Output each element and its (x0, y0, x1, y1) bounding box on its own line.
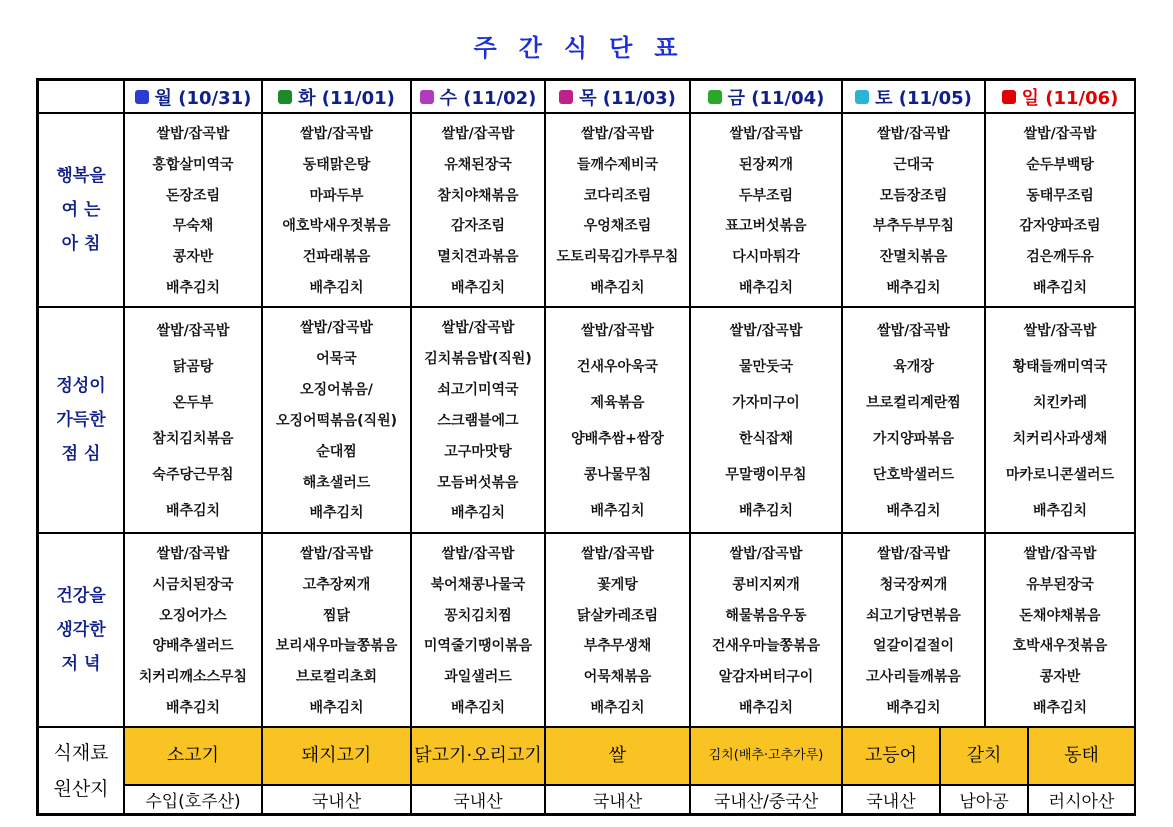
menu-item: 쌀밥/잡곡밥 (877, 323, 950, 339)
menu-item: 해물볶음우동 (725, 607, 807, 624)
menu-item: 보리새우마늘쫑볶음 (275, 638, 398, 655)
menu-item: 쌀밥/잡곡밥 (729, 126, 803, 143)
menu-item: 쌀밥/잡곡밥 (441, 320, 515, 337)
menu-item: 쌀밥/잡곡밥 (1023, 546, 1097, 563)
day-label: 토 (11/05) (875, 87, 972, 109)
menu-cell (411, 113, 545, 307)
menu-item: 알감자버터구이 (718, 668, 814, 685)
menu-cell (262, 113, 411, 307)
menu-item: 두부조림 (738, 187, 794, 204)
ingredient-name: 고등어 (864, 745, 918, 766)
day-header (124, 80, 262, 113)
menu-item: 모듬버섯볶음 (437, 474, 519, 491)
origin-label (38, 727, 124, 814)
menu-item: 쌀밥/잡곡밥 (441, 546, 515, 563)
menu-cell (690, 533, 842, 727)
ingredient-cell (842, 727, 940, 785)
menu-item: 양배추샐러드 (152, 638, 234, 655)
meal-title-line: 건강을 (56, 586, 106, 606)
menu-item: 근대국 (893, 156, 934, 173)
menu-item: 배추김치 (886, 503, 941, 519)
menu-item: 물만둣국 (738, 359, 794, 375)
menu-item: 애호박새우젓볶음 (282, 218, 391, 235)
origin-cell (124, 785, 262, 814)
menu-item: 쌀밥/잡곡밥 (581, 546, 654, 563)
menu-item: 들깨수제비국 (576, 156, 659, 173)
menu-item: 배추김치 (450, 279, 506, 296)
menu-item: 제육볶음 (590, 395, 645, 411)
menu-item: 해초샐러드 (302, 474, 371, 491)
ingredient-name: 김치(배추·고추가루) (708, 748, 824, 763)
menu-cell (545, 307, 690, 533)
menu-cell (262, 533, 411, 727)
meal-title (38, 307, 124, 533)
menu-item: 배추김치 (450, 505, 506, 522)
menu-item: 꽃게탕 (597, 576, 638, 593)
menu-item: 스크램블에그 (437, 412, 519, 429)
menu-item: 배추김치 (309, 699, 364, 716)
menu-cell (545, 113, 690, 307)
menu-item: 쌀밥/잡곡밥 (581, 323, 654, 339)
ingredient-cell (690, 727, 842, 785)
weekly-menu-table (36, 78, 1136, 816)
menu-item: 청국장찌개 (879, 576, 948, 593)
menu-item: 미역줄기땡이볶음 (423, 638, 533, 655)
meal-title-line: 정성이 (56, 376, 106, 396)
origin-country: 러시아산 (1048, 792, 1115, 812)
menu-item: 홍합살미역국 (152, 156, 234, 173)
menu-item: 한식잡채 (738, 431, 794, 447)
ingredient-name: 갈치 (966, 745, 1002, 766)
menu-item: 코다리조림 (583, 187, 652, 204)
origin-country: 국내산 (311, 792, 362, 812)
menu-item: 우엉채조림 (583, 218, 652, 235)
day-label: 화 (11/01) (298, 87, 395, 109)
menu-cell (124, 533, 262, 727)
origin-country: 국내산 (592, 792, 643, 812)
menu-item: 배추김치 (165, 279, 221, 296)
menu-item: 꽁치김치찜 (444, 607, 512, 624)
menu-item: 오징어떡볶음(직원) (276, 412, 397, 429)
origin-label-line: 식재료 (53, 741, 109, 764)
menu-item: 멸치견과볶음 (437, 248, 519, 265)
ingredient-name: 닭고기·오리고기 (414, 745, 542, 766)
menu-item: 잔멸치볶음 (879, 248, 948, 265)
menu-cell (411, 533, 545, 727)
day-icon (278, 90, 292, 104)
origin-cell (842, 785, 940, 814)
day-header (842, 80, 985, 113)
menu-item: 검은깨두유 (1026, 248, 1094, 265)
menu-item: 건새우마늘쫑볶음 (711, 638, 821, 655)
menu-item: 시금치된장국 (152, 576, 234, 593)
menu-item: 된장찌개 (738, 156, 794, 173)
menu-item: 고사리들깨볶음 (866, 668, 961, 685)
menu-item: 쌀밥/잡곡밥 (300, 546, 373, 563)
ingredient-cell (411, 727, 545, 785)
menu-item: 무숙채 (172, 218, 214, 235)
menu-item: 감자양파조림 (1019, 218, 1101, 235)
menu-item: 부추무생채 (583, 638, 652, 655)
menu-item: 쌀밥/잡곡밥 (729, 546, 803, 563)
menu-item: 순대찜 (316, 443, 357, 460)
menu-item: 황태들깨미역국 (1012, 359, 1108, 375)
origin-cell (1028, 785, 1135, 814)
menu-item: 가지양파볶음 (872, 431, 955, 447)
ingredient-cell (1028, 727, 1135, 785)
menu-cell (985, 307, 1135, 533)
menu-item: 건파래볶음 (302, 248, 371, 265)
menu-item: 쌀밥/잡곡밥 (156, 126, 230, 143)
menu-item: 모듬장조림 (879, 187, 948, 204)
menu-item: 어묵국 (316, 351, 357, 368)
origin-cell (262, 785, 411, 814)
menu-item: 쌀밥/잡곡밥 (729, 323, 803, 339)
day-header (262, 80, 411, 113)
menu-item: 쌀밥/잡곡밥 (156, 323, 230, 339)
menu-item: 순두부백탕 (1026, 156, 1094, 173)
day-icon (559, 90, 573, 104)
menu-item: 가자미구이 (732, 395, 800, 411)
menu-cell (985, 113, 1135, 307)
menu-item: 쌀밥/잡곡밥 (156, 546, 230, 563)
menu-item: 얼갈이겉절이 (872, 638, 955, 655)
menu-item: 콩비지찌개 (732, 576, 800, 593)
menu-item: 배추김치 (165, 503, 221, 519)
menu-item: 브로컬리초회 (295, 668, 378, 685)
meal-title-line: 저 녁 (61, 654, 101, 674)
menu-cell (842, 533, 985, 727)
menu-item: 배추김치 (1032, 699, 1088, 716)
meal-title-line: 아 침 (61, 234, 101, 254)
menu-item: 유채된장국 (444, 156, 512, 173)
menu-cell (842, 113, 985, 307)
day-icon (855, 90, 869, 104)
origin-country: 국내산/중국산 (713, 792, 819, 812)
menu-item: 쇠고기당면볶음 (866, 607, 961, 624)
origin-country: 국내산 (453, 792, 503, 812)
menu-item: 숙주당근무침 (152, 467, 234, 483)
menu-item: 배추김치 (590, 279, 645, 296)
origin-country: 남아공 (959, 792, 1009, 812)
menu-item: 찜닭 (322, 607, 351, 624)
ingredient-cell (545, 727, 690, 785)
menu-item: 오징어볶음/ (300, 382, 373, 399)
day-label: 월 (10/31) (154, 87, 252, 109)
menu-item: 콩자반 (1039, 668, 1081, 685)
menu-cell (690, 113, 842, 307)
menu-item: 브로컬리계란찜 (866, 395, 961, 411)
menu-cell (262, 307, 411, 533)
menu-cell (690, 307, 842, 533)
origin-country: 수입(호주산) (145, 792, 241, 812)
menu-item: 치커리깨소스무침 (138, 668, 248, 685)
origin-cell (545, 785, 690, 814)
menu-item: 쌀밥/잡곡밥 (300, 126, 373, 143)
menu-item: 마카로니콘샐러드 (1005, 467, 1115, 483)
meal-title (38, 113, 124, 307)
menu-item: 배추김치 (309, 505, 364, 522)
menu-item: 북어채콩나물국 (430, 576, 526, 593)
menu-item: 쌀밥/잡곡밥 (1023, 323, 1097, 339)
menu-cell (124, 113, 262, 307)
day-icon (1002, 90, 1016, 104)
day-label: 금 (11/04) (727, 87, 825, 109)
menu-item: 닭곰탕 (172, 359, 214, 375)
day-icon (420, 90, 434, 104)
day-header (545, 80, 690, 113)
meal-title-line: 점 심 (61, 444, 101, 464)
menu-item: 쌀밥/잡곡밥 (300, 320, 373, 337)
ingredient-name: 쌀 (608, 745, 627, 766)
menu-cell (842, 307, 985, 533)
menu-cell (411, 307, 545, 533)
meal-title-line: 행복을 (56, 166, 106, 186)
menu-item: 치커리사과생채 (1012, 431, 1108, 447)
menu-item: 쌀밥/잡곡밥 (581, 126, 654, 143)
menu-item: 배추김치 (590, 699, 645, 716)
menu-item: 건새우아욱국 (576, 359, 659, 375)
menu-item: 배추김치 (590, 503, 645, 519)
origin-cell (690, 785, 842, 814)
menu-item: 동태무조림 (1026, 187, 1094, 204)
menu-item: 고추장찌개 (302, 576, 371, 593)
menu-item: 온두부 (172, 395, 214, 411)
menu-item: 콩나물무침 (583, 467, 652, 483)
menu-item: 쌀밥/잡곡밥 (1023, 126, 1097, 143)
menu-item: 유부된장국 (1026, 576, 1094, 593)
origin-country: 국내산 (866, 792, 916, 812)
menu-item: 배추김치 (450, 699, 506, 716)
meal-title-line: 여 는 (61, 200, 101, 220)
menu-item: 배추김치 (1032, 279, 1088, 296)
meal-title-line: 가득한 (56, 410, 106, 430)
corner-cell (38, 80, 124, 113)
menu-item: 배추김치 (738, 503, 794, 519)
origin-label-line: 원산지 (53, 777, 109, 800)
day-label: 일 (11/06) (1021, 87, 1119, 109)
meal-title-line: 생각한 (56, 620, 106, 640)
menu-item: 오징어가스 (159, 607, 227, 624)
ingredient-name: 동태 (1064, 745, 1099, 766)
menu-cell (124, 307, 262, 533)
menu-item: 과일샐러드 (444, 668, 512, 685)
day-header (411, 80, 545, 113)
day-label: 목 (11/03) (579, 87, 676, 109)
menu-item: 호박새우젓볶음 (1012, 638, 1108, 655)
menu-item: 표고버섯볶음 (725, 218, 807, 235)
menu-item: 어묵채볶음 (583, 668, 652, 685)
menu-item: 쌀밥/잡곡밥 (877, 126, 950, 143)
origin-cell (940, 785, 1028, 814)
menu-item: 무말랭이무침 (725, 467, 807, 483)
menu-item: 배추김치 (165, 699, 221, 716)
ingredient-cell (262, 727, 411, 785)
menu-item: 배추김치 (1032, 503, 1088, 519)
menu-item: 돈채야채볶음 (1019, 607, 1101, 624)
menu-item: 단호박샐러드 (872, 467, 955, 483)
origin-cell (411, 785, 545, 814)
ingredient-cell (940, 727, 1028, 785)
menu-item: 쇠고기미역국 (437, 382, 519, 399)
menu-item: 다시마튀각 (732, 248, 800, 265)
menu-cell (985, 533, 1135, 727)
menu-item: 닭살카레조림 (576, 607, 659, 624)
menu-item: 부추두부무침 (872, 218, 955, 235)
menu-item: 동태맑은탕 (302, 156, 371, 173)
menu-item: 육개장 (893, 359, 934, 375)
menu-item: 참치야채볶음 (437, 187, 519, 204)
ingredient-cell (124, 727, 262, 785)
menu-item: 배추김치 (309, 279, 364, 296)
page-title: 주간식단표 (473, 34, 700, 62)
day-header (690, 80, 842, 113)
menu-item: 참치김치볶음 (152, 431, 234, 447)
menu-item: 마파두부 (309, 187, 364, 204)
menu-item: 배추김치 (738, 279, 794, 296)
menu-item: 배추김치 (886, 699, 941, 716)
menu-item: 쌀밥/잡곡밥 (441, 126, 515, 143)
menu-item: 콩자반 (172, 248, 214, 265)
ingredient-name: 소고기 (166, 745, 220, 766)
menu-item: 고구마맛탕 (444, 443, 512, 460)
menu-cell (545, 533, 690, 727)
menu-item: 김치볶음밥(직원) (424, 351, 532, 368)
menu-item: 감자조림 (450, 218, 506, 235)
day-icon (708, 90, 722, 104)
menu-item: 양배추쌈+쌈장 (571, 431, 664, 447)
day-label: 수 (11/02) (439, 87, 537, 109)
menu-item: 쌀밥/잡곡밥 (877, 546, 950, 563)
day-icon (135, 90, 149, 104)
ingredient-name: 돼지고기 (301, 745, 372, 766)
menu-item: 치킨카레 (1032, 395, 1088, 411)
menu-item: 돈장조림 (165, 187, 221, 204)
menu-item: 도토리묵김가루무침 (556, 248, 679, 265)
menu-item: 배추김치 (886, 279, 941, 296)
menu-item: 배추김치 (738, 699, 794, 716)
meal-title (38, 533, 124, 727)
day-header (985, 80, 1135, 113)
